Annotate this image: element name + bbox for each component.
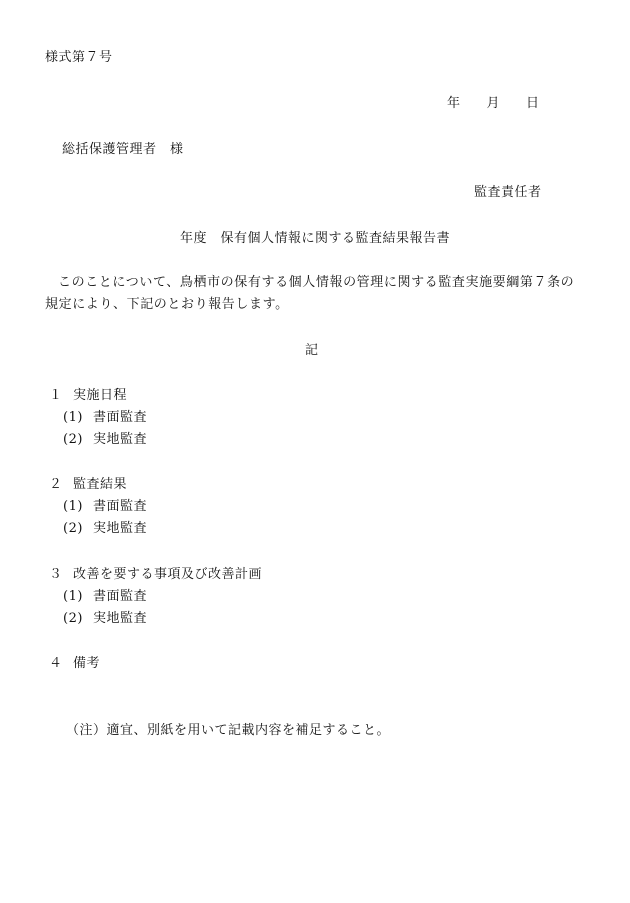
item-label: 書面監査 xyxy=(93,499,148,514)
section-heading xyxy=(49,568,262,581)
section-item xyxy=(63,500,147,513)
footnote: （注）適宜、別紙を用いて記載内容を補足すること。 xyxy=(66,723,391,738)
item-number: (2) xyxy=(63,521,83,536)
section-title: 実施日程 xyxy=(73,388,128,403)
date-year: 年 xyxy=(447,96,461,111)
section-title: 備考 xyxy=(73,656,101,671)
section-heading xyxy=(49,389,127,402)
date-day: 日 xyxy=(526,96,540,111)
section-heading xyxy=(49,657,100,670)
item-number: (2) xyxy=(63,432,83,447)
report-title: 年度 保有個人情報に関する監査結果報告書 xyxy=(180,231,451,246)
item-label: 書面監査 xyxy=(93,589,148,604)
section-heading xyxy=(49,478,127,491)
section-item xyxy=(63,612,147,625)
item-number: (1) xyxy=(63,589,83,604)
form-number: 様式第７号 xyxy=(45,50,113,65)
item-number: (1) xyxy=(63,499,83,514)
section-title: 改善を要する事項及び改善計画 xyxy=(73,567,263,582)
section-title: 監査結果 xyxy=(73,477,128,492)
sender: 監査責任者 xyxy=(474,185,542,200)
section-item xyxy=(63,411,147,424)
section-item xyxy=(63,590,147,603)
item-label: 実地監査 xyxy=(93,521,148,536)
date-month: 月 xyxy=(486,96,501,111)
item-label: 実地監査 xyxy=(93,611,148,626)
item-label: 書面監査 xyxy=(93,410,148,425)
item-label: 実地監査 xyxy=(93,432,148,447)
body-text: このことについて、鳥栖市の保有する個人情報の管理に関する監査実施要綱第７条の規定により、下記のとおり報告します。 xyxy=(45,275,575,312)
addressee: 総括保護管理者 様 xyxy=(62,142,184,157)
item-number: (2) xyxy=(63,611,83,626)
section-item xyxy=(63,522,147,535)
date-line xyxy=(447,97,540,110)
section-number: ２ xyxy=(49,477,63,492)
section-number: １ xyxy=(49,388,63,403)
section-number: ４ xyxy=(49,656,63,671)
section-number: ３ xyxy=(49,567,63,582)
ki-heading: 記 xyxy=(305,343,319,358)
item-number: (1) xyxy=(63,410,83,425)
section-item xyxy=(63,433,147,446)
